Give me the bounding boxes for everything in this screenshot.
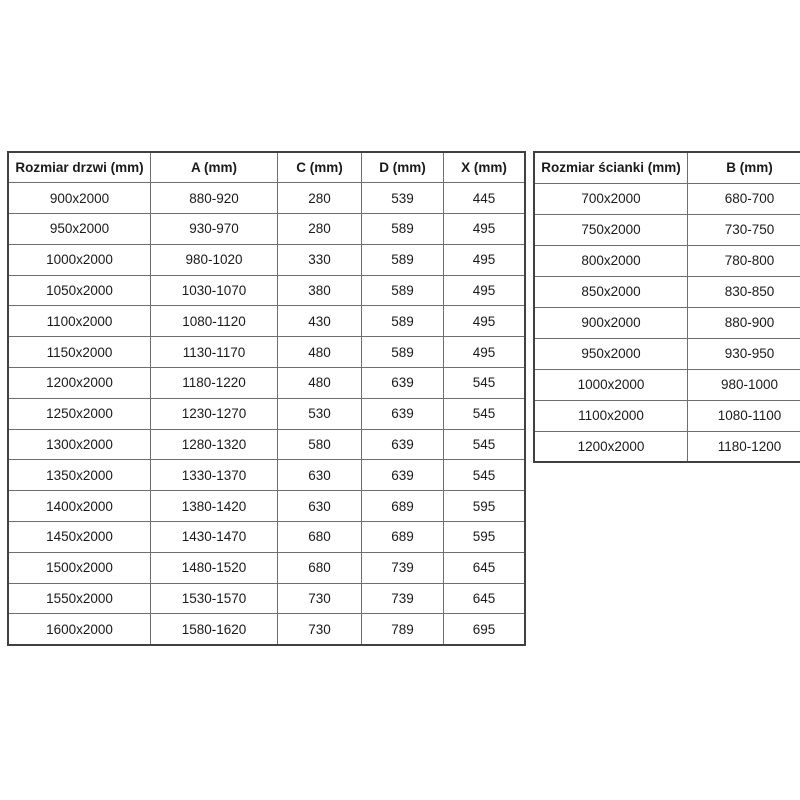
table-cell: 1350x2000 <box>8 460 151 491</box>
table-row <box>8 583 525 614</box>
table-cell: 980-1000 <box>688 369 800 400</box>
table-cell: 639 <box>362 460 444 491</box>
table-cell: 589 <box>362 306 444 337</box>
wall-sizes-table-header <box>534 152 800 183</box>
table-cell: 800x2000 <box>534 245 688 276</box>
table-row <box>534 276 800 307</box>
table-cell: 950x2000 <box>8 214 151 245</box>
table-cell: 1280-1320 <box>151 429 278 460</box>
table-row <box>8 275 525 306</box>
table-cell: 780-800 <box>688 245 800 276</box>
table-row <box>534 214 800 245</box>
table-cell: 495 <box>444 337 526 368</box>
table-row <box>8 214 525 245</box>
table-cell: 639 <box>362 429 444 460</box>
wall-sizes-table <box>533 151 800 463</box>
table-cell: 1500x2000 <box>8 552 151 583</box>
table-cell: 1180-1200 <box>688 431 800 462</box>
table-cell: 280 <box>278 183 362 214</box>
table-cell: 380 <box>278 275 362 306</box>
table-cell: 1050x2000 <box>8 275 151 306</box>
table-cell: 730 <box>278 583 362 614</box>
table-cell: 495 <box>444 214 526 245</box>
table-cell: 1450x2000 <box>8 522 151 553</box>
table-cell: 330 <box>278 244 362 275</box>
table-cell: 280 <box>278 214 362 245</box>
table-cell: 645 <box>444 552 526 583</box>
table-cell: 1330-1370 <box>151 460 278 491</box>
table-cell: 680 <box>278 522 362 553</box>
table-cell: 1480-1520 <box>151 552 278 583</box>
table-row <box>8 398 525 429</box>
table-cell: 850x2000 <box>534 276 688 307</box>
table-cell: 639 <box>362 368 444 399</box>
table-cell: 1200x2000 <box>534 431 688 462</box>
table-cell: 589 <box>362 244 444 275</box>
table-row <box>8 306 525 337</box>
table-cell: 589 <box>362 275 444 306</box>
table-cell: 1550x2000 <box>8 583 151 614</box>
table-cell: 480 <box>278 337 362 368</box>
table-cell: 539 <box>362 183 444 214</box>
door-sizes-table-header <box>8 152 525 183</box>
table-cell: 789 <box>362 614 444 645</box>
table-cell: 530 <box>278 398 362 429</box>
table-row <box>8 491 525 522</box>
table-row <box>8 429 525 460</box>
table-cell: 689 <box>362 522 444 553</box>
table-cell: 595 <box>444 491 526 522</box>
door-sizes-table <box>7 151 526 646</box>
table-cell: 1100x2000 <box>8 306 151 337</box>
table-cell: 950x2000 <box>534 338 688 369</box>
table-cell: 830-850 <box>688 276 800 307</box>
table-cell: 480 <box>278 368 362 399</box>
table-cell: 545 <box>444 398 526 429</box>
table-row <box>534 183 800 214</box>
table-cell: 645 <box>444 583 526 614</box>
column-header: D (mm) <box>362 152 444 183</box>
table-cell: 900x2000 <box>8 183 151 214</box>
table-cell: 589 <box>362 337 444 368</box>
table-cell: 695 <box>444 614 526 645</box>
table-cell: 495 <box>444 275 526 306</box>
table-cell: 700x2000 <box>534 183 688 214</box>
table-cell: 1530-1570 <box>151 583 278 614</box>
column-header: Rozmiar drzwi (mm) <box>8 152 151 183</box>
table-cell: 1400x2000 <box>8 491 151 522</box>
table-row <box>8 337 525 368</box>
column-header: X (mm) <box>444 152 526 183</box>
table-cell: 1380-1420 <box>151 491 278 522</box>
table-row <box>8 552 525 583</box>
table-cell: 1580-1620 <box>151 614 278 645</box>
table-cell: 739 <box>362 552 444 583</box>
table-cell: 1080-1100 <box>688 400 800 431</box>
table-cell: 1600x2000 <box>8 614 151 645</box>
table-cell: 630 <box>278 460 362 491</box>
table-cell: 750x2000 <box>534 214 688 245</box>
column-header: A (mm) <box>151 152 278 183</box>
table-cell: 1030-1070 <box>151 275 278 306</box>
table-cell: 1130-1170 <box>151 337 278 368</box>
table-cell: 689 <box>362 491 444 522</box>
header-row <box>534 152 800 183</box>
column-header: C (mm) <box>278 152 362 183</box>
table-cell: 680 <box>278 552 362 583</box>
table-row <box>8 244 525 275</box>
header-row <box>8 152 525 183</box>
column-header: Rozmiar ścianki (mm) <box>534 152 688 183</box>
table-cell: 1230-1270 <box>151 398 278 429</box>
table-cell: 495 <box>444 244 526 275</box>
table-cell: 730-750 <box>688 214 800 245</box>
wall-sizes-table-body <box>534 183 800 462</box>
table-cell: 739 <box>362 583 444 614</box>
table-cell: 1080-1120 <box>151 306 278 337</box>
table-cell: 930-970 <box>151 214 278 245</box>
table-cell: 1100x2000 <box>534 400 688 431</box>
table-cell: 1180-1220 <box>151 368 278 399</box>
table-cell: 1000x2000 <box>8 244 151 275</box>
table-cell: 1200x2000 <box>8 368 151 399</box>
table-row <box>8 183 525 214</box>
table-row <box>8 614 525 645</box>
table-cell: 880-920 <box>151 183 278 214</box>
table-cell: 980-1020 <box>151 244 278 275</box>
table-cell: 930-950 <box>688 338 800 369</box>
table-cell: 430 <box>278 306 362 337</box>
table-row <box>8 368 525 399</box>
table-cell: 1150x2000 <box>8 337 151 368</box>
door-sizes-table-body <box>8 183 525 645</box>
table-row <box>534 400 800 431</box>
table-cell: 880-900 <box>688 307 800 338</box>
table-row <box>534 245 800 276</box>
table-cell: 545 <box>444 429 526 460</box>
table-cell: 730 <box>278 614 362 645</box>
column-header: B (mm) <box>688 152 800 183</box>
table-cell: 595 <box>444 522 526 553</box>
table-cell: 1430-1470 <box>151 522 278 553</box>
table-cell: 1250x2000 <box>8 398 151 429</box>
table-cell: 900x2000 <box>534 307 688 338</box>
table-cell: 639 <box>362 398 444 429</box>
table-cell: 545 <box>444 368 526 399</box>
table-row <box>534 369 800 400</box>
table-cell: 630 <box>278 491 362 522</box>
table-cell: 1000x2000 <box>534 369 688 400</box>
table-row <box>8 522 525 553</box>
table-cell: 680-700 <box>688 183 800 214</box>
table-row <box>534 307 800 338</box>
table-row <box>8 460 525 491</box>
table-cell: 1300x2000 <box>8 429 151 460</box>
table-row <box>534 338 800 369</box>
table-cell: 589 <box>362 214 444 245</box>
table-cell: 445 <box>444 183 526 214</box>
table-cell: 545 <box>444 460 526 491</box>
table-cell: 495 <box>444 306 526 337</box>
table-cell: 580 <box>278 429 362 460</box>
table-row <box>534 431 800 462</box>
